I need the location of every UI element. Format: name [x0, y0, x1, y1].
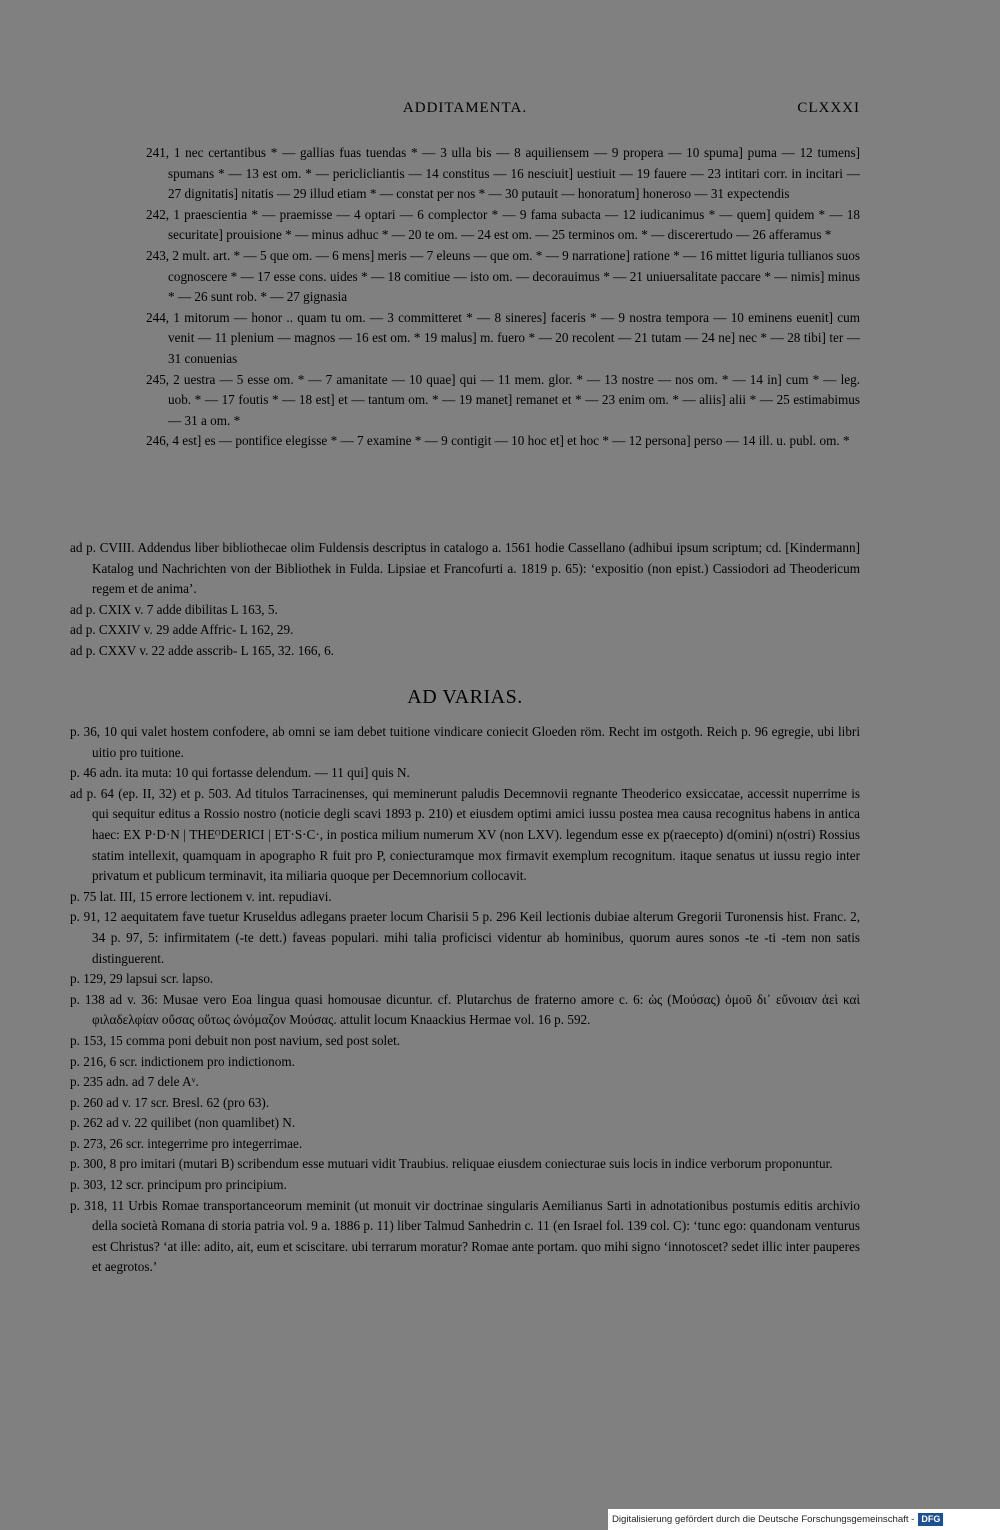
varias-entry: p. 235 adn. ad 7 dele Aᵛ.	[70, 1074, 199, 1090]
dfg-logo: DFG	[918, 1513, 943, 1526]
section-title: AD VARIAS.	[407, 686, 523, 708]
index-entry-245: 245, 2 uestra — 5 esse om. * — 7 amanitate — 10 quae] qui — 11 mem. glor. * — 13 nostre — nos om. * — 14 in] cum * — leg. uob. * — 17 foutis * — 18 est] et — tantum om. * — 19 manet] remanet et * — 23 enim om. * — aliis] alii * — 25 estimabimus — 31 a om. *	[146, 371, 860, 428]
varias-entry: p. 300, 8 pro imitari (mutari B) scribendum esse mutuari vidit Traubius. reliquae eiusdem coniecturae suis locis in indice verborum proponuntur.	[70, 1156, 833, 1172]
index-entry-241: 241, 1 nec certantibus * — gallias fuas tuendas * — 3 ulla bis — 8 aquiliensem — 9 propera — 10 spuma] puma — 12 tumens] spumans * — 13 est om. * — periclicliantis — 14 constitus — 16 nesciuit] uestiuit — 19 fauere — 23 intitari corr. in incitari — 27 dignitatis] nitatis — 29 illud etiam * — constat per nos * — 30 putauit — honoratum] honeroso — 31 expectendis	[146, 145, 860, 202]
varias-entry: p. 273, 26 scr. integerrime pro integerrimae.	[70, 1135, 303, 1151]
varias-entry: p. 216, 6 scr. indictionem pro indictionom.	[70, 1053, 295, 1069]
varias-entry: p. 46 adn. ita muta: 10 qui fortasse delendum. — 11 qui] quis N.	[70, 765, 410, 781]
varias-entry: p. 129, 29 lapsui scr. lapso.	[70, 971, 214, 987]
index-entry-242: 242, 1 praescientia * — praemisse — 4 optari — 6 complector * — 9 fama subacta — 12 iudicanimus * — quem] quidem * — 18 securitate] prouisione * — minus adhuc * — 20 te om. — 24 est om. — 25 terminos om. * — discerertudo — 26 afferamus *	[146, 206, 860, 243]
index-entry-246: 246, 4 est] es — pontifice elegisse * — 7 examine * — 9 contigit — 10 hoc et] et hoc * — 12 persona] perso — 14 ill. u. publ. om. *	[146, 433, 850, 449]
addendum-cxxiv: ad p. CXXIV v. 29 adde Affric- L 162, 29.	[70, 622, 294, 638]
varias-entry: p. 262 ad v. 22 quilibet (non quamlibet) N.	[70, 1115, 296, 1131]
addendum-cxxv: ad p. CXXV v. 22 adde asscrib- L 165, 32. 166, 6.	[70, 642, 334, 658]
varias-entry: p. 260 ad v. 17 scr. Bresl. 62 (pro 63).	[70, 1094, 270, 1110]
addenda-block	[70, 538, 860, 662]
varias-entry: p. 36, 10 qui valet hostem confodere, ab omni se iam debet tuitione vindicare coniecit Gloeden röm. Recht im ostgoth. Reich p. 96 egregie, ubi libri uitio pro tuitione.	[70, 724, 860, 760]
varias-block	[70, 722, 860, 1278]
varias-entry: p. 303, 12 scr. principum pro principium.	[70, 1177, 287, 1193]
running-head	[70, 100, 860, 122]
footer-text: Digitalisierung gefördert durch die Deutsche Forschungsgemeinschaft -	[612, 1514, 915, 1525]
addendum-cviii: ad p. CVIII. Addendus liber bibliothecae olim Fuldensis descriptus in catalogo a. 1561 hodie Cassellano (adhibui ipsum scriptum; cd. [Kindermann] Katalog und Nachrichten von der Bibliothek in Fulda. Lipsiae et Francofurti a. 1819 p. 65): ‘expositio (non epist.) Cassiodori ad Theodericum regem et de anima’.	[70, 540, 860, 597]
varias-entry: p. 91, 12 aequitatem fave tuetur Kruseldus adlegans praeter locum Charisii 5 p. 296 Keil lectionis dubiae alterum Gregorii Turonensis hist. Franc. 2, 34 p. 97, 5: infirmitatem (-te dett.) faveas populari. mihi talia proficisci videntur ab hominibus, quorum aures sonos -te -ti -tem non satis distinguerent.	[70, 909, 860, 966]
varias-entry: ad p. 64 (ep. II, 32) et p. 503. Ad titulos Tarracinenses, qui meminerunt paludis Decemnovii regnante Theoderico exsiccatae, accessit nuperrime is qui sequitur editus a Rossio nostro (noticie degli scavi 1893 p. 210) et eiusdem optimi amici iussu postea mea causa recognitus habens in antica haec: EX P·D·N | THEᴼDERICI | ET·S·C·, in postica milium numerum XV (non LXV). legendum esse ex p(raecepto) d(omini) n(ostri) Rossius statim intellexit, quamquam in apographo R fuit pro P, coniecturamque mox firmavit exemplum recognitum. itaque senatus ut iussu regio inter privatum et publicum terminavit, ita miliaria quoque per Decemnorium collocavit.	[70, 785, 860, 884]
running-title: ADDITAMENTA.	[402, 100, 528, 116]
page-number: CLXXXI	[797, 100, 860, 116]
varias-entry: p. 138 ad v. 36: Musae vero Eoa lingua quasi homousae dicuntur. cf. Plutarchus de fraterno amore c. 6: ὡς (Μούσας) ὁμοῦ δι᾽ εὔνοιαν ἀεὶ καὶ φιλαδελφίαν οὔσας οὕτως ὠνόμαζον Μούσας. attulit locum Knaackius Hermae vol. 16 p. 592.	[70, 991, 860, 1028]
varias-entry: p. 75 lat. III, 15 errore lectionem v. int. repudiavi.	[70, 888, 332, 904]
index-entries-block	[70, 143, 860, 452]
digitization-footer	[608, 1509, 1000, 1530]
varias-entry: p. 153, 15 comma poni debuit non post navium, sed post solet.	[70, 1032, 401, 1048]
varias-entry: p. 318, 11 Urbis Romae transportanceorum meminit (ut monuit vir doctrinae singularis Aemilianus Sarti in adnotationibus postumis editis archivio della società Romana di storia patria vol. 9 a. 1886 p. 11) liber Talmud Sanhedrin c. 11 (en Israel fol. 139 col. C): ‘tunc ego: quandonam venturus est Christus? ‘at ille: adito, ait, eum et sciscitare. ubi terrarum moratur? Romae ante portam. quo mihi signo ‘innotoscet? sedet illic inter pauperes et aegrotos.’	[70, 1197, 860, 1275]
index-entry-243: 243, 2 mult. art. * — 5 que om. — 6 mens] meris — 7 eleuns — que om. * — 9 narratione] ratione * — 16 mittet liguria tullianos suos cognoscere * — 17 esse cons. uides * — 18 comitiue — isto om. — decorauimus * — 21 uniuersalitate paccare * — nimis] minus * — 26 sunt rob. * — 27 gignasia	[146, 247, 860, 305]
index-entry-244: 244, 1 mitorum — honor .. quam tu om. — 3 committeret * — 8 sineres] faceris * — 9 nostra tempora — 10 eminens euenit] cum venit — 11 plenium — magnos — 16 est om. * 19 malus] m. fuero * — 20 recolent — 21 tutam — 24 ne] nec * — 28 tibi] ter — 31 conuenias	[146, 309, 860, 366]
addendum-cxix: ad p. CXIX v. 7 adde dibilitas L 163, 5.	[70, 601, 278, 617]
